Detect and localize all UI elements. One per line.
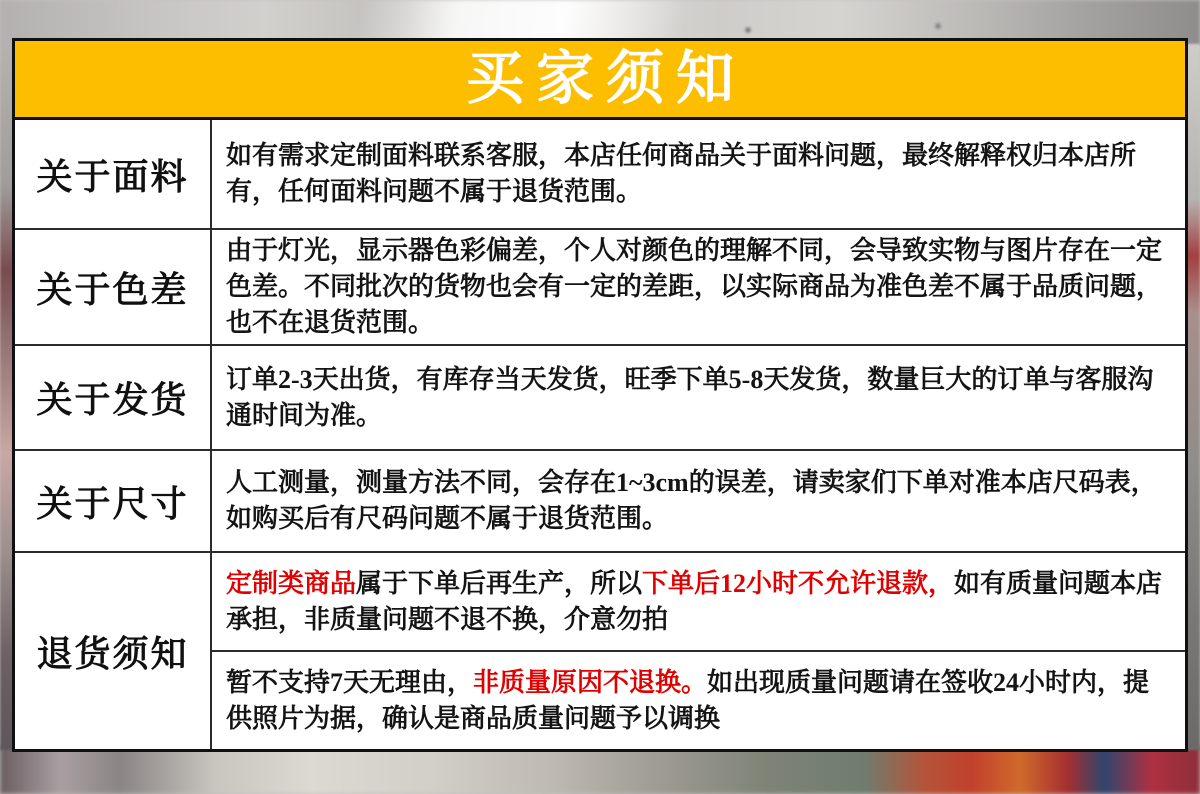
custom-goods-highlight: 定制类商品 (226, 568, 357, 598)
return-notice-custom-goods (212, 553, 1185, 652)
row-content-size (212, 451, 1185, 551)
table-row-shipping (15, 346, 1185, 451)
return-notice-quality (212, 652, 1185, 749)
buyer-notice-table (12, 38, 1188, 752)
custom-goods-plain-2: 如有质量问题本店承担，非质量问题不退不换，介意勿拍 (226, 568, 1163, 634)
table-row-return-notice (15, 553, 1185, 749)
row-content-fabric (212, 120, 1185, 228)
return-notice-custom-goods-text (226, 566, 1169, 638)
non-quality-no-return-highlight: 非质量原因不退换。 (473, 667, 708, 697)
shipping-notice-text: 订单2-3天出货，有库存当天发货，旺季下单5-8天发货，数量巨大的订单与客服沟通时间为准。 (226, 364, 1154, 430)
row-label-fabric: 关于面料 (15, 120, 212, 228)
row-content-color-difference (212, 230, 1185, 344)
return-notice-quality-text (226, 665, 1169, 737)
factory-floor-photo (0, 746, 1200, 794)
quality-plain-2: 如出现质量问题请在签收24小时内，提供照片为据，确认是商品质量问题予以调换 (226, 667, 1150, 733)
row-label-shipping: 关于发货 (15, 346, 212, 449)
color-difference-notice-text: 由于灯光，显示器色彩偏差，个人对颜色的理解不同，会导致实物与图片存在一定色差。不同批次的货物也会有一定的差距，以实际商品为准色差不属于品质问题，也不在退货范围。 (226, 236, 1163, 337)
size-notice-text: 人工测量，测量方法不同，会存在1~3cm的误差，请卖家们下单对准本店尺码表，如购买后有尺码问题不属于退货范围。 (226, 468, 1157, 533)
custom-goods-plain-1: 属于下单后再生产，所以 (356, 568, 643, 598)
table-row-size (15, 451, 1185, 553)
return-notice-content-column (212, 553, 1185, 749)
table-row-fabric (15, 120, 1185, 230)
page-title: 买家须知 (465, 46, 746, 111)
row-label-color-difference: 关于色差 (15, 230, 212, 344)
no-refund-12h-highlight: 下单后12小时不允许退款， (642, 568, 955, 598)
background-right-strip (1186, 44, 1200, 750)
table-title-bar (15, 41, 1185, 120)
row-label-size: 关于尺寸 (15, 451, 212, 551)
row-content-shipping (212, 346, 1185, 449)
table-row-color-difference (15, 230, 1185, 346)
fabric-notice-text: 如有需求定制面料联系客服，本店任何商品关于面料问题，最终解释权归本店所有，任何面料问题不属于退货范围。 (226, 141, 1137, 206)
row-label-return-notice: 退货须知 (15, 553, 212, 749)
quality-plain-1: 暂不支持7天无理由， (226, 667, 474, 697)
